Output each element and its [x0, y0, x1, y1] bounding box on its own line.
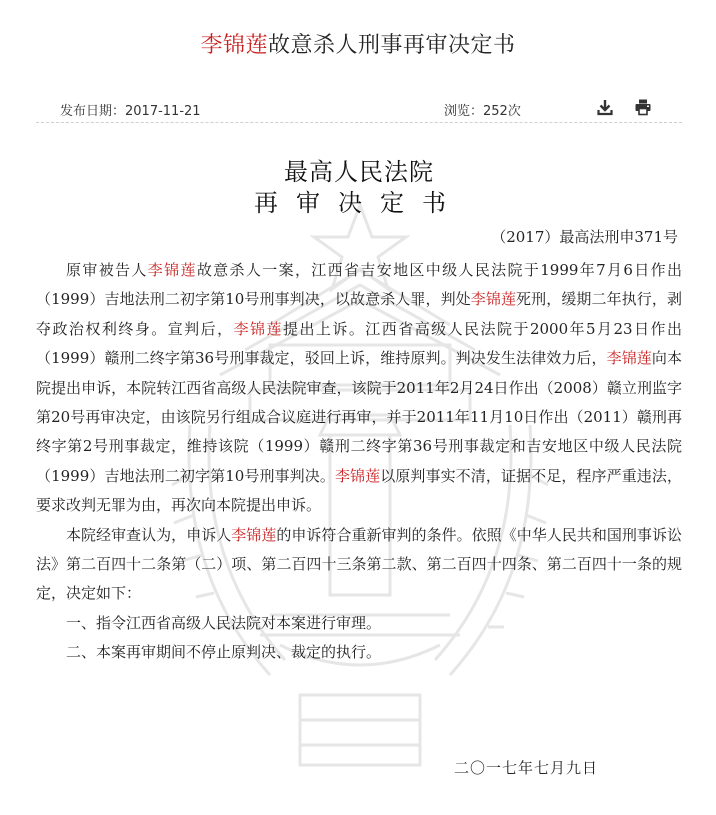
decision-item-2: 二、本案再审期间不停止原判决、裁定的执行。 [66, 643, 382, 662]
document-type: 再审决定书 [254, 189, 464, 217]
paragraph-decision-basis [36, 521, 682, 609]
title-defendant-name: 李锦莲 [200, 33, 268, 58]
party-name: 李锦莲 [606, 349, 652, 368]
title-text: 故意杀人刑事再审决定书 [268, 33, 516, 58]
download-icon[interactable] [596, 98, 614, 116]
text-segment: 提出上诉。江西省高级人民法院于2000年5月23日作出（1999）赣刑二终字第36号刑事裁定，驳回上诉，维持原判。判决发生法律效力后， [36, 319, 682, 368]
document-number: （2017）最高法刑申371号 [491, 228, 678, 246]
text-segment: 向本院提出申诉，本院转江西省高级人民法院审查，该院于2011年2月24日作出（2008）赣立刑监字第20号再审决定，由该院另行组成合议庭进行再审，并于2011年11月10日作出（2011）赣刑再终字第2号刑事裁定，维持该院（1999）赣刑二终字第36号刑事裁定和吉安地区中级人民法院（1999）吉地法刑二初字第10号刑事判决。 [36, 349, 682, 485]
court-name: 最高人民法院 [284, 158, 434, 186]
party-name: 李锦莲 [470, 290, 517, 309]
page-title [0, 28, 716, 59]
party-name: 李锦莲 [147, 261, 197, 279]
party-name: 李锦莲 [334, 466, 381, 485]
decision-item-1: 一、指令江西省高级人民法院对本案进行审理。 [66, 613, 382, 632]
text-segment: 故意杀人一案，江西省吉安地区中级人民法院于1999年7月6日作出（1999）吉地法刑二初字第10号刑事判决，以故意杀人罪，判处 [36, 261, 682, 309]
paragraph-case-history [36, 256, 682, 521]
view-count: 浏览：252次 [444, 104, 521, 119]
signature-date: 二〇一七年七月九日 [453, 759, 598, 777]
meta-bar [36, 96, 676, 122]
header-divider [36, 122, 682, 123]
text-segment: 本院经审查认为，申诉人 [66, 525, 232, 544]
document-body [36, 256, 682, 668]
party-name: 李锦莲 [233, 319, 283, 338]
party-name: 李锦莲 [231, 525, 277, 544]
publish-date: 发布日期：2017-11-21 [60, 104, 201, 119]
text-segment: 死刑，缓期二年执行，剥夺政治权利终身。宣判后， [36, 290, 682, 338]
text-segment: 的申诉符合重新审判的条件。依照《中华人民共和国刑事诉讼法》第二百四十二条第（二）项、第二百四十三条第二款、第二百四十四条、第二百四十一条的规定，决定如下： [36, 525, 682, 603]
print-icon[interactable] [634, 98, 652, 116]
text-segment: 以原判事实不清，证据不足，程序严重违法，要求改判无罪为由，再次向本院提出申诉。 [36, 466, 682, 515]
text-segment: 原审被告人 [66, 261, 148, 279]
